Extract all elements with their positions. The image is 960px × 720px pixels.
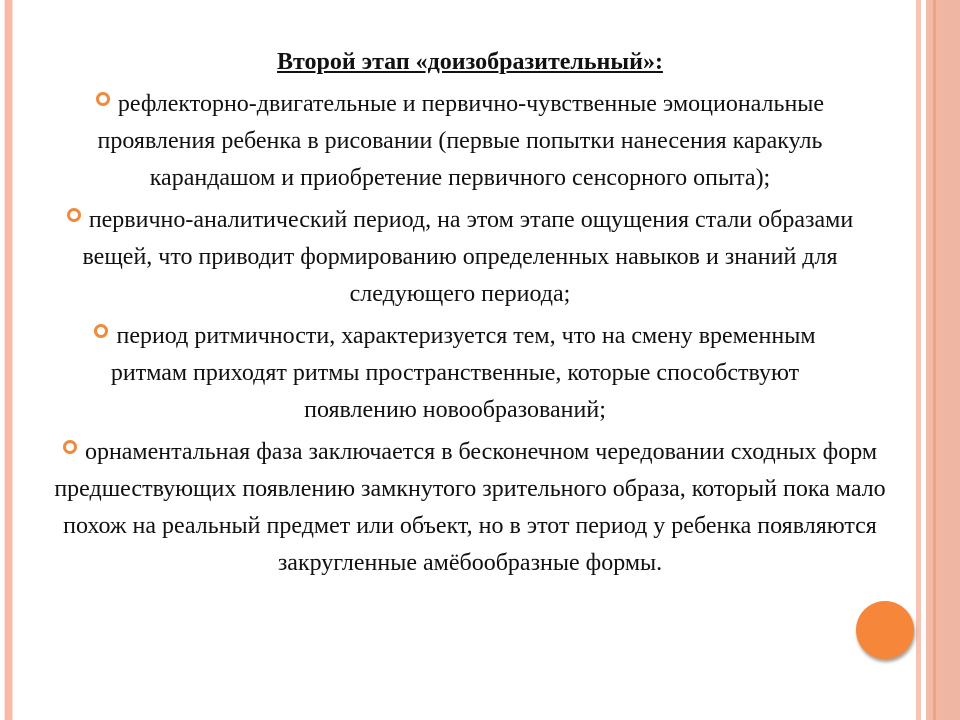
bullet-list xyxy=(40,86,900,587)
stripe xyxy=(936,0,944,720)
stripe xyxy=(944,0,960,720)
orange-circle-decoration xyxy=(856,601,914,659)
bullet-item xyxy=(60,318,850,429)
hollow-circle-bullet-icon xyxy=(67,208,81,222)
bullet-text: первично-аналитический период, на этом этапе ощущения стали образами вещей, что приводит формированию определенных навыков и знаний для следующего периода; xyxy=(82,207,854,307)
bullet-item xyxy=(40,434,900,582)
bullet-text: рефлекторно-двигательные и первично-чувственные эмоциональные проявления ребенка в рисовании (первые попытки нанесения каракуль карандашом и приобретение первичного сенсорного опыта); xyxy=(97,91,825,191)
hollow-circle-bullet-icon xyxy=(63,440,77,454)
hollow-circle-bullet-icon xyxy=(96,92,110,106)
slide-title: Второй этап «доизобразительный»: xyxy=(277,49,663,75)
left-decorative-stripe xyxy=(4,0,13,720)
bullet-text: орнаментальная фаза заключается в бесконечном чередовании сходных форм предшествующих появлению замкнутого зрительного образа, который пока мало похож на реальный предмет или объект, но в этот период у ребенка появляются закругленные амёбообразные формы. xyxy=(54,439,886,576)
bullet-item xyxy=(50,202,870,313)
stripe xyxy=(926,0,933,720)
bullet-item xyxy=(80,86,840,197)
hollow-circle-bullet-icon xyxy=(94,324,108,338)
bullet-text: период ритмичности, характеризуется тем, что на смену временным ритмам приходят ритмы пространственные, которые способствуют появлению новообразований; xyxy=(110,323,816,423)
right-decorative-stripes xyxy=(916,0,960,720)
